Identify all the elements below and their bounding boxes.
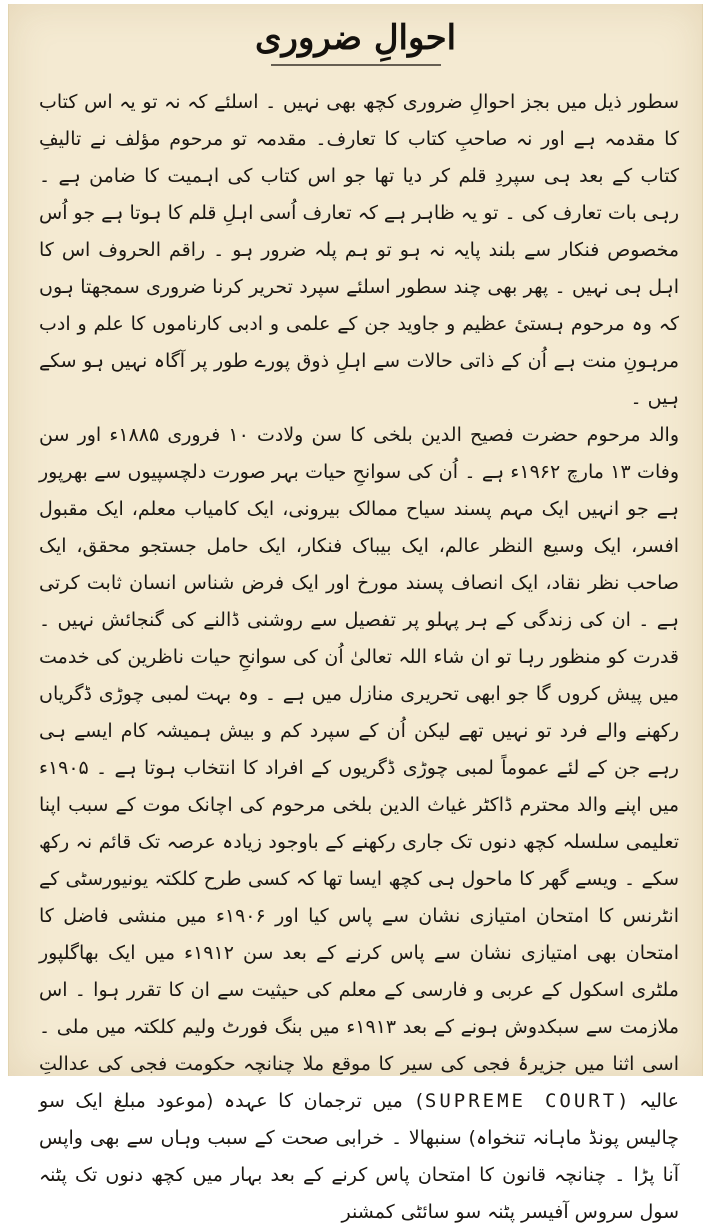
paragraph-biography-continued: میں ترجمان کا عہدہ (موعود مبلغ ایک سو چالیس پونڈ ماہانہ تنخواہ) سنبھالا ۔ خرابی صحت کے سبب وہاں سے بھی واپس آنا پڑا ۔ چنانچہ قانون کا امتحان پاس کرنے کے بعد بہار میں کچھ دنوں تک پٹنہ سول سروس آفیسر پٹنہ سو سائٹی کمشنر bbox=[39, 1090, 679, 1223]
document-body bbox=[39, 84, 679, 1231]
title-underline bbox=[271, 64, 441, 66]
paragraph-intro: سطور ذیل میں بجز احوالِ ضروری کچھ بھی نہیں ۔ اسلئے کہ نہ تو یہ اس کتاب کا مقدمہ ہے اور نہ صاحبِ کتاب کا تعارف۔ مقدمہ تو مرحوم مؤلف نے تالیفِ کتاب کے بعد ہی سپردِ قلم کر دیا تھا جو اس کتاب کی اہمیت کا ضامن ہے ۔ رہی بات تعارف کی ۔ تو یہ ظاہر ہے کہ تعارف اُسی اہلِ قلم کا ہوتا ہے جو اُس مخصوص فنکار سے بلند پایہ نہ ہو تو ہم پلہ ضرور ہو ۔ راقم الحروف اس کا اہل ہی نہیں ۔ پھر بھی چند سطور اسلئے سپرد تحریر کرنا ضروری سمجھتا ہوں کہ وہ مرحوم ہستیٔ عظیم و جاوید جن کے علمی و ادبی کارناموں کا علم و ادب مرہونِ منت ہے اُن کے ذاتی حالات سے اہلِ ذوق پورے طور پر آگاہ نہیں ہو سکے ہیں ۔ bbox=[39, 91, 679, 409]
paragraph-biography-text: والد مرحوم حضرت فصیح الدین بلخی کا سن ولادت ۱۰ فروری ۱۸۸۵ء اور سن وفات ۱۳ مارچ ۱۹۶۲ء ہے ۔ اُن کی سوانحِ حیات بہر صورت دلچسپیوں سے بھرپور ہے جو انہیں ایک مہم پسند سیاح ممالک بیرونی، ایک کامیاب معلم، ایک مقبول افسر، ایک وسیع النظر عالم، ایک بیباک فنکار، ایک حامل جستجو محقق، ایک صاحب نظر نقاد، ایک انصاف پسند مورخ اور ایک فرض شناس انسان ثابت کرتی ہے ۔ ان کی زندگی کے ہر پہلو پر تفصیل سے روشنی ڈالنے کی گنجائش نہیں ۔ قدرت کو منظور رہا تو ان شاء اللہ تعالیٰ اُن کی سوانحِ حیات ناظرین کی خدمت میں پیش کروں گا جو ابھی تحریری منازل میں ہے ۔ وہ بہت لمبی چوڑی ڈگریاں رکھنے والے فرد تو نہیں تھے لیکن اُن کے سپرد کم و بیش ہمیشہ کام ایسے ہی رہے جن کے لئے عموماً لمبی چوڑی ڈگریوں کے افراد کا انتخاب ہوتا ہے ۔ ۱۹۰۵ء میں اپنے والد محترم ڈاکٹر غیاث الدین بلخی مرحوم کی اچانک موت کے سبب اپنا تعلیمی سلسلہ کچھ دنوں تک جاری رکھنے کے باوجود زیادہ عرصہ تک قائم نہ رکھ سکے ۔ ویسے گھر کا ماحول ہی کچھ ایسا تھا کہ کسی طرح کلکتہ یونیورسٹی کے انٹرنس کا امتحان امتیازی نشان سے پاس کیا اور ۱۹۰۶ء میں منشی فاضل کا امتحان بھی امتیازی نشان سے پاس کرنے کے بعد سن ۱۹۱۲ء میں ایک بھاگلپور ملٹری اسکول کے عربی و فارسی کے معلم کی حیثیت سے ان کا تقرر ہوا ۔ اس ملازمت سے سبکدوش ہونے کے بعد ۱۹۱۳ء میں بنگ فورٹ ولیم کلکتہ میں ملی ۔ اسی اثنا میں جزیرۂ فجی کی سیر کا موقع ملا چنانچہ حکومت فجی کی عدالتِ عالیہ bbox=[39, 424, 679, 1112]
document-page bbox=[8, 4, 703, 1223]
page-title: احوالِ ضروری bbox=[254, 18, 457, 58]
paragraph-biography bbox=[39, 417, 679, 1231]
supreme-court-label: (SUPREME COURT) bbox=[413, 1090, 629, 1112]
